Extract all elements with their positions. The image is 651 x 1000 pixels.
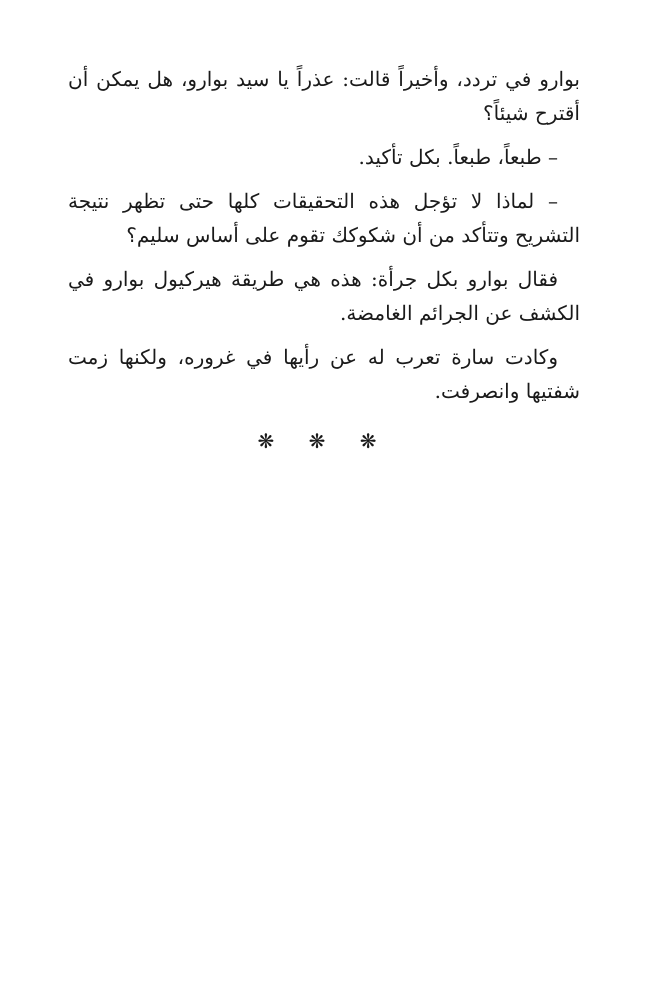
- section-break-ornament: ❋ ❋ ❋: [257, 429, 391, 453]
- paragraph-3-dialogue: – لماذا لا تؤجل هذه التحقيقات كلها حتى تظهر نتيجة التشريح وتتأكد من أن شكوكك تقوم على أساس سليم؟: [68, 189, 580, 247]
- page-text-block: [68, 62, 580, 458]
- paragraph-5: وكادت سارة تعرب له عن رأيها في غروره، ولكنها زمت شفتيها وانصرفت.: [68, 345, 580, 403]
- paragraph-2-dialogue: – طبعاً، طبعاً. بكل تأكيد.: [358, 145, 558, 169]
- paragraph-4: فقال بوارو بكل جرأة: هذه هي طريقة هيركيول بوارو في الكشف عن الجرائم الغامضة.: [68, 267, 580, 325]
- paragraph-1: بوارو في تردد، وأخيراً قالت: عذراً يا سيد بوارو، هل يمكن أن أقترح شيئاً؟: [68, 67, 580, 125]
